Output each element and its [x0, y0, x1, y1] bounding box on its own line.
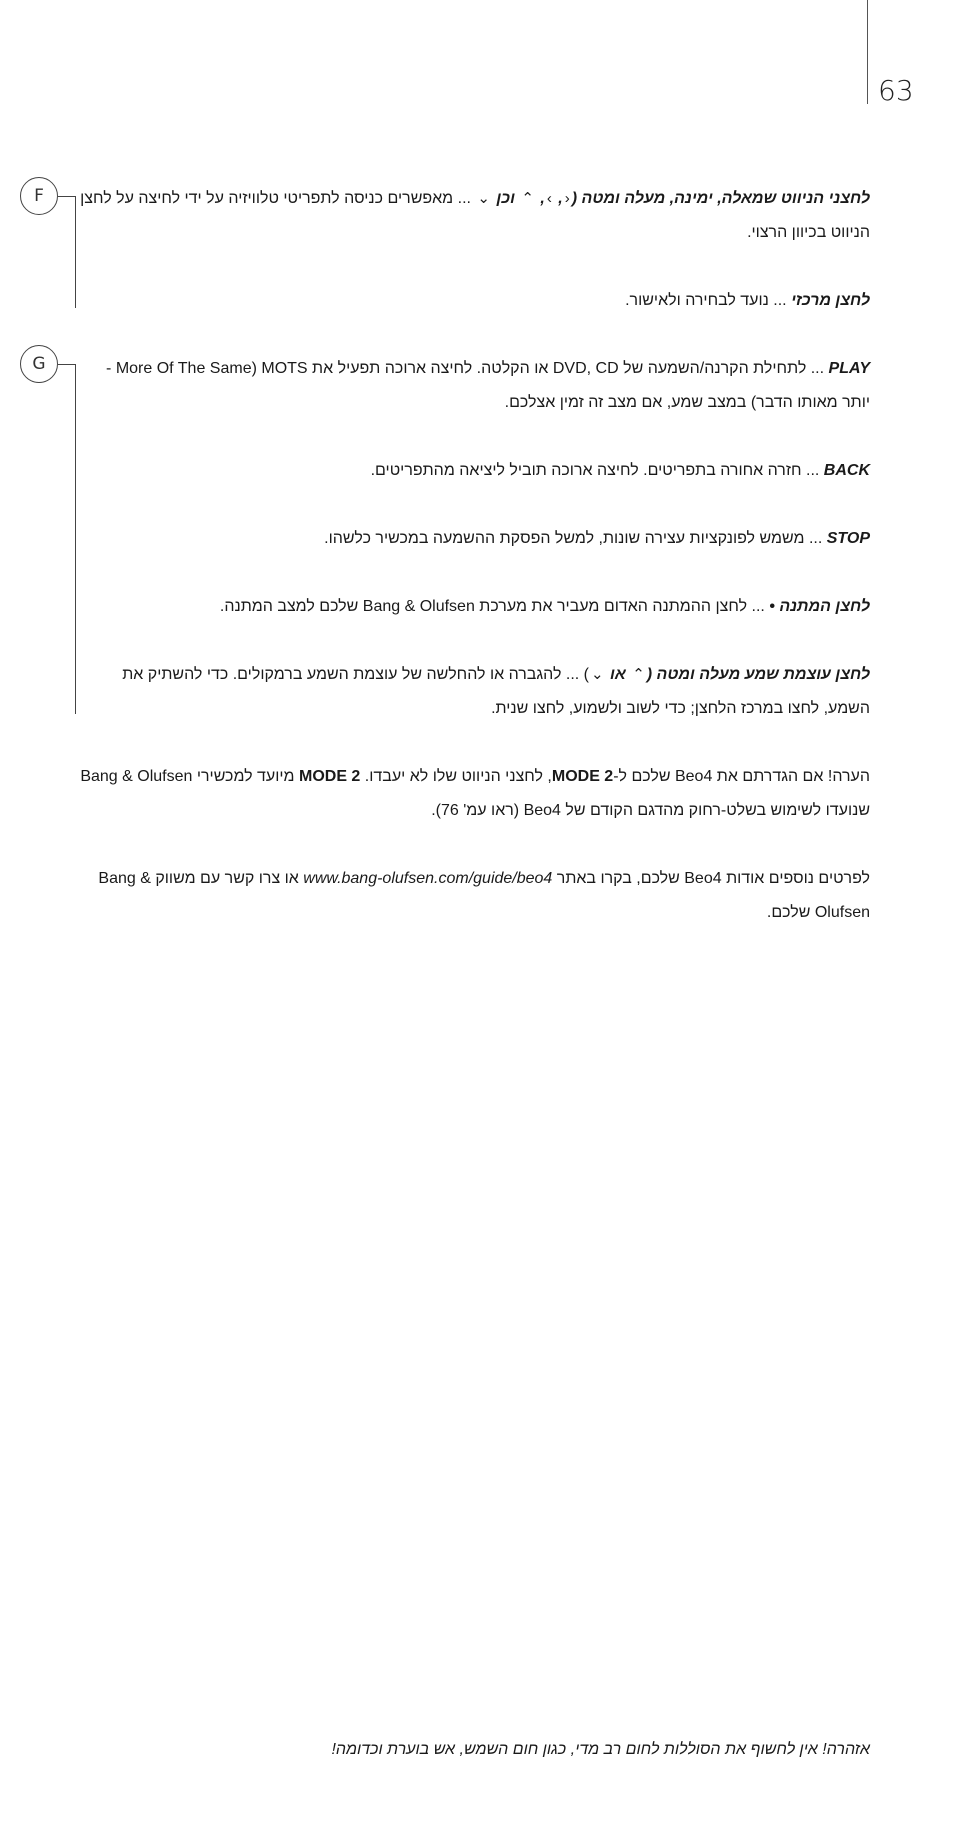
term-volume: לחצן עוצמת שמע מעלה ומטה (⌃ או ⌄	[589, 666, 870, 683]
more-info-text-a: לפרטים נוספים אודות Beo4 שלכם, בקרו באתר	[552, 870, 870, 887]
arrow-right-icon: ›	[546, 190, 552, 207]
back-description: ... חזרה אחורה בתפריטים. לחיצה ארוכה תוביל ליציאה מהתפריטים.	[370, 462, 824, 479]
more-info-text-b: או צרו קשר עם משווק Bang & Olufsen שלכם.	[98, 870, 870, 921]
website-link[interactable]: www.bang-olufsen.com/guide/beo4	[303, 870, 553, 887]
page-number: 63	[878, 74, 914, 107]
volume-up-icon: ⌃	[632, 666, 645, 683]
paragraph-note-mode2	[80, 760, 870, 828]
note-text-b: , לחצני הניווט שלו לא יעבדו.	[360, 768, 552, 785]
paragraph-play	[80, 352, 870, 420]
paragraph-navigation-buttons	[80, 182, 870, 250]
top-margin-rule	[867, 0, 868, 104]
note-text-c: מיועד למכשירי Bang & Olufsen שנועדו לשימוש בשלט-רחוק מהדגם הקודם של Beo4 (ראו עמ' 76).	[80, 768, 870, 819]
center-description: ... נועד לבחירה ולאישור.	[625, 292, 792, 309]
mode-2-label: MODE 2	[298, 768, 361, 785]
marker-f: F	[20, 177, 58, 215]
marker-g-tick	[58, 364, 75, 365]
paragraph-more-info	[80, 862, 870, 930]
standby-description: ... לחצן ההמתנה האדום מעביר את מערכת Bang & Olufsen שלכם למצב המתנה.	[219, 598, 770, 615]
marker-f-bracket	[75, 196, 76, 308]
term-stop: STOP	[826, 530, 870, 547]
arrow-down-icon: ⌄	[477, 190, 490, 207]
paragraph-center-button	[80, 284, 870, 318]
term-back: BACK	[823, 462, 870, 479]
arrow-left-icon: ‹	[564, 190, 570, 207]
marker-f-tick	[58, 196, 75, 197]
arrow-up-icon: ⌃	[521, 190, 534, 207]
term-navigation-buttons: לחצני הניווט שמאלה, ימינה, מעלה ומטה (‹, ›, ⌃ וכן ⌄	[475, 190, 870, 207]
play-description: ... לתחילת הקרנה/השמעה של DVD, CD או הקלטה. לחיצה ארוכה תפעיל את MOTS (More Of The Same - יותר מאותו הדבר) במצב שמע, אם מצב זה זמין אצלכם.	[106, 360, 870, 411]
marker-g: G	[20, 345, 58, 383]
paragraph-standby	[80, 590, 870, 624]
navigation-description: ... מאפשרים כניסה לתפריטי טלוויזיה על ידי לחיצה על לחצן הניווט בכיוון הרצוי.	[80, 190, 870, 241]
volume-down-icon: ⌄	[590, 666, 604, 683]
term-standby: לחצן המתנה •	[769, 598, 870, 615]
page-body	[80, 182, 870, 964]
note-text-a: הערה! אם הגדרתם את Beo4 שלכם ל-	[613, 768, 870, 785]
mode-2-label: MODE 2	[551, 768, 614, 785]
paragraph-back	[80, 454, 870, 488]
paragraph-stop	[80, 522, 870, 556]
marker-g-bracket	[75, 364, 76, 714]
term-play: PLAY	[828, 360, 870, 377]
volume-description: ) ... להגברה או להחלשה של עוצמת השמע ברמקולים. כדי להשתיק את השמע, לחצו במרכז הלחצן; כדי לשוב ולשמוע, לחצו שנית.	[122, 666, 870, 717]
battery-warning: אזהרה! אין לחשוף את הסוללות לחום רב מדי, כגון חום השמש, אש בוערת וכדומה!	[331, 1741, 870, 1758]
term-center-button: לחצן מרכזי	[791, 292, 870, 309]
stop-description: ... משמש לפונקציות עצירה שונות, למשל הפסקת ההשמעה במכשיר כלשהו.	[324, 530, 827, 547]
paragraph-volume	[80, 658, 870, 726]
